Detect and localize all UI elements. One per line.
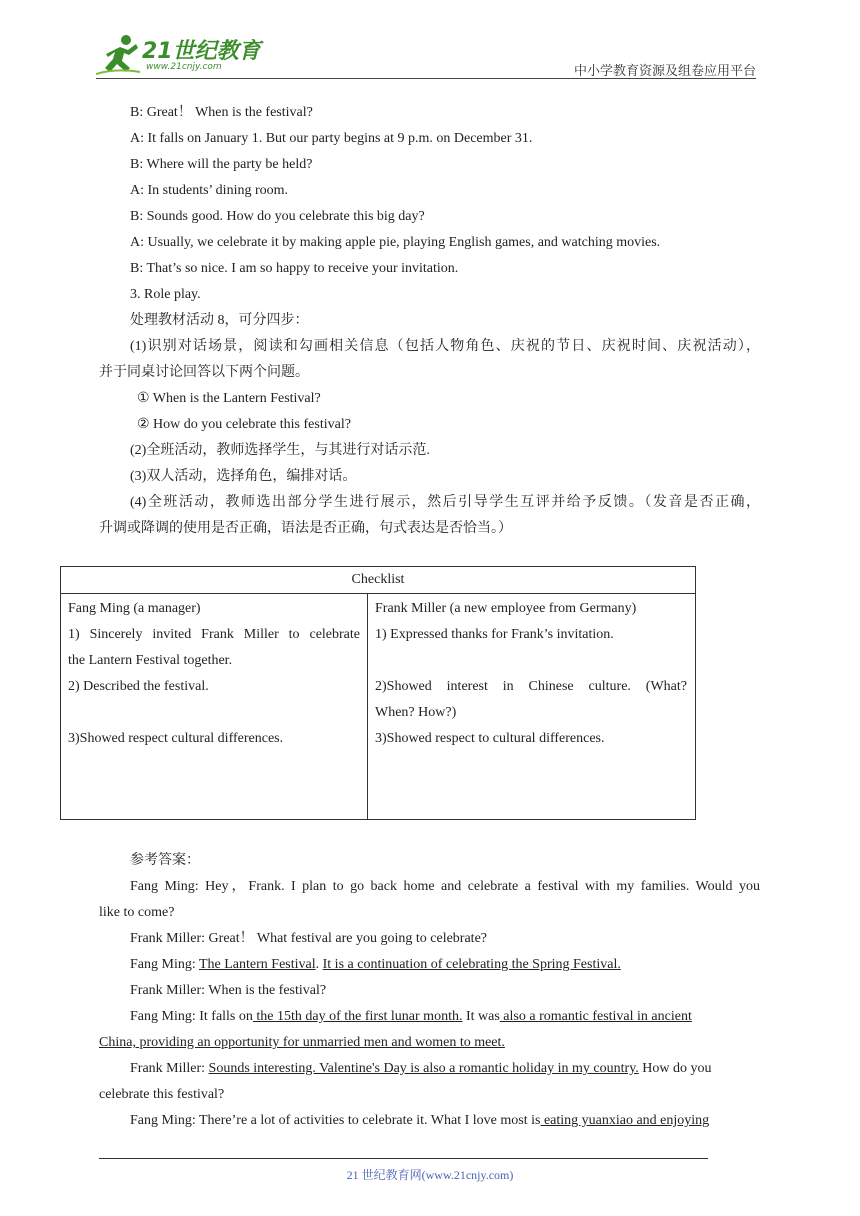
footer-link[interactable]: 21 世纪教育网(www.21cnjy.com) bbox=[346, 1168, 514, 1182]
checklist-item: 2)Showed interest in Chinese culture. (What? bbox=[375, 679, 687, 694]
speaker-text: Fang Ming: bbox=[130, 957, 199, 972]
checklist-item: When? How?) bbox=[375, 705, 457, 720]
checklist-item: the Lantern Festival together. bbox=[68, 653, 233, 668]
site-logo bbox=[96, 34, 266, 78]
question-line: ① When is the Lantern Festival? bbox=[137, 391, 321, 406]
dialogue-line: B: Where will the party be held? bbox=[130, 157, 313, 172]
footer-divider bbox=[99, 1158, 708, 1159]
answer-line bbox=[130, 1112, 709, 1130]
instruction-line: (3)双人活动，选择角色，编排对话。 bbox=[130, 469, 357, 484]
underlined-answer: The Lantern Festival bbox=[198, 957, 316, 972]
answer-line bbox=[130, 1060, 712, 1078]
answer-line bbox=[99, 1034, 505, 1052]
answer-line: Fang Ming: Hey，Frank. I plan to go back home and celebrate a festival with my families. Would you bbox=[130, 879, 760, 894]
underlined-answer: eating yuanxiao and enjoying bbox=[540, 1113, 710, 1128]
logo-text: 21世纪教育 bbox=[142, 39, 261, 64]
role-heading: Fang Ming (a manager) bbox=[68, 601, 201, 616]
answer-line: Frank Miller: Great！ What festival are you going to celebrate? bbox=[130, 931, 487, 946]
checklist-item: 2) Described the festival. bbox=[68, 679, 209, 694]
instruction-line: (4)全班活动，教师选出部分学生进行展示，然后引导学生互评并给予反馈。（发音是否正确， bbox=[130, 495, 760, 510]
underlined-answer: China, providing an opportunity for unmarried men and women to meet. bbox=[99, 1035, 505, 1050]
answer-text: It was bbox=[462, 1009, 500, 1024]
checklist-item: 3)Showed respect to cultural differences. bbox=[375, 731, 605, 746]
runner-logo-icon bbox=[96, 34, 142, 78]
header-divider bbox=[96, 78, 756, 79]
answer-label: 参考答案： bbox=[130, 853, 200, 868]
answer-text: How do you bbox=[638, 1061, 712, 1076]
answer-text: . bbox=[315, 957, 323, 972]
checklist-right-column bbox=[368, 594, 696, 820]
instruction-line: 处理教材活动 8，可分四步： bbox=[130, 313, 309, 328]
checklist-item: 1) Sincerely invited Frank Miller to celebrate bbox=[68, 627, 360, 642]
underlined-answer: also a romantic festival in ancient bbox=[499, 1009, 692, 1024]
dialogue-line: B: Great！ When is the festival? bbox=[130, 105, 313, 120]
answer-line: celebrate this festival? bbox=[99, 1087, 225, 1102]
underlined-answer: Sounds interesting. Valentine's Day is also a romantic holiday in my country. bbox=[208, 1061, 639, 1076]
answer-line bbox=[130, 1008, 692, 1026]
underlined-answer: the 15th day of the first lunar month. bbox=[252, 1009, 463, 1024]
dialogue-line: B: That’s so nice. I am so happy to receive your invitation. bbox=[130, 261, 459, 276]
answer-text: Fang Ming: There’re a lot of activities to celebrate it. What I love most is bbox=[130, 1113, 541, 1128]
instruction-line: 升调或降调的使用是否正确，语法是否正确，句式表达是否恰当。） bbox=[99, 521, 512, 536]
instruction-line: 并于同桌讨论回答以下两个问题。 bbox=[99, 365, 309, 380]
checklist-item: 3)Showed respect cultural differences. bbox=[68, 731, 284, 746]
page-header bbox=[0, 0, 860, 80]
dialogue-line: A: It falls on January 1. But our party begins at 9 p.m. on December 31. bbox=[130, 131, 533, 146]
answer-line: Frank Miller: When is the festival? bbox=[130, 983, 327, 998]
answer-line: like to come? bbox=[99, 905, 175, 920]
checklist-item: 1) Expressed thanks for Frank’s invitation. bbox=[375, 627, 614, 642]
dialogue-line: B: Sounds good. How do you celebrate this big day? bbox=[130, 209, 425, 224]
dialogue-line: A: Usually, we celebrate it by making apple pie, playing English games, and watching movies. bbox=[130, 235, 661, 250]
platform-name: 中小学教育资源及组卷应用平台 bbox=[573, 64, 756, 79]
checklist-table bbox=[60, 566, 696, 820]
speaker-text: Frank Miller: bbox=[130, 1061, 209, 1076]
underlined-answer: It is a continuation of celebrating the Spring Festival. bbox=[322, 957, 621, 972]
dialogue-line: A: In students’ dining room. bbox=[130, 183, 289, 198]
answer-text: Fang Ming: It falls on bbox=[130, 1009, 253, 1024]
section-heading: 3. Role play. bbox=[130, 287, 201, 302]
question-line: ② How do you celebrate this festival? bbox=[137, 417, 351, 432]
checklist-left-column bbox=[61, 594, 368, 820]
instruction-line: (1)识别对话场景，阅读和勾画相关信息（包括人物角色、庆祝的节日、庆祝时间、庆祝活动）， bbox=[130, 339, 760, 354]
checklist-title: Checklist bbox=[61, 567, 696, 594]
role-heading: Frank Miller (a new employee from Germany) bbox=[375, 601, 637, 616]
answer-line bbox=[130, 956, 621, 974]
logo-url: www.21cnjy.com bbox=[146, 62, 222, 72]
instruction-line: (2)全班活动，教师选择学生，与其进行对话示范. bbox=[130, 443, 430, 458]
